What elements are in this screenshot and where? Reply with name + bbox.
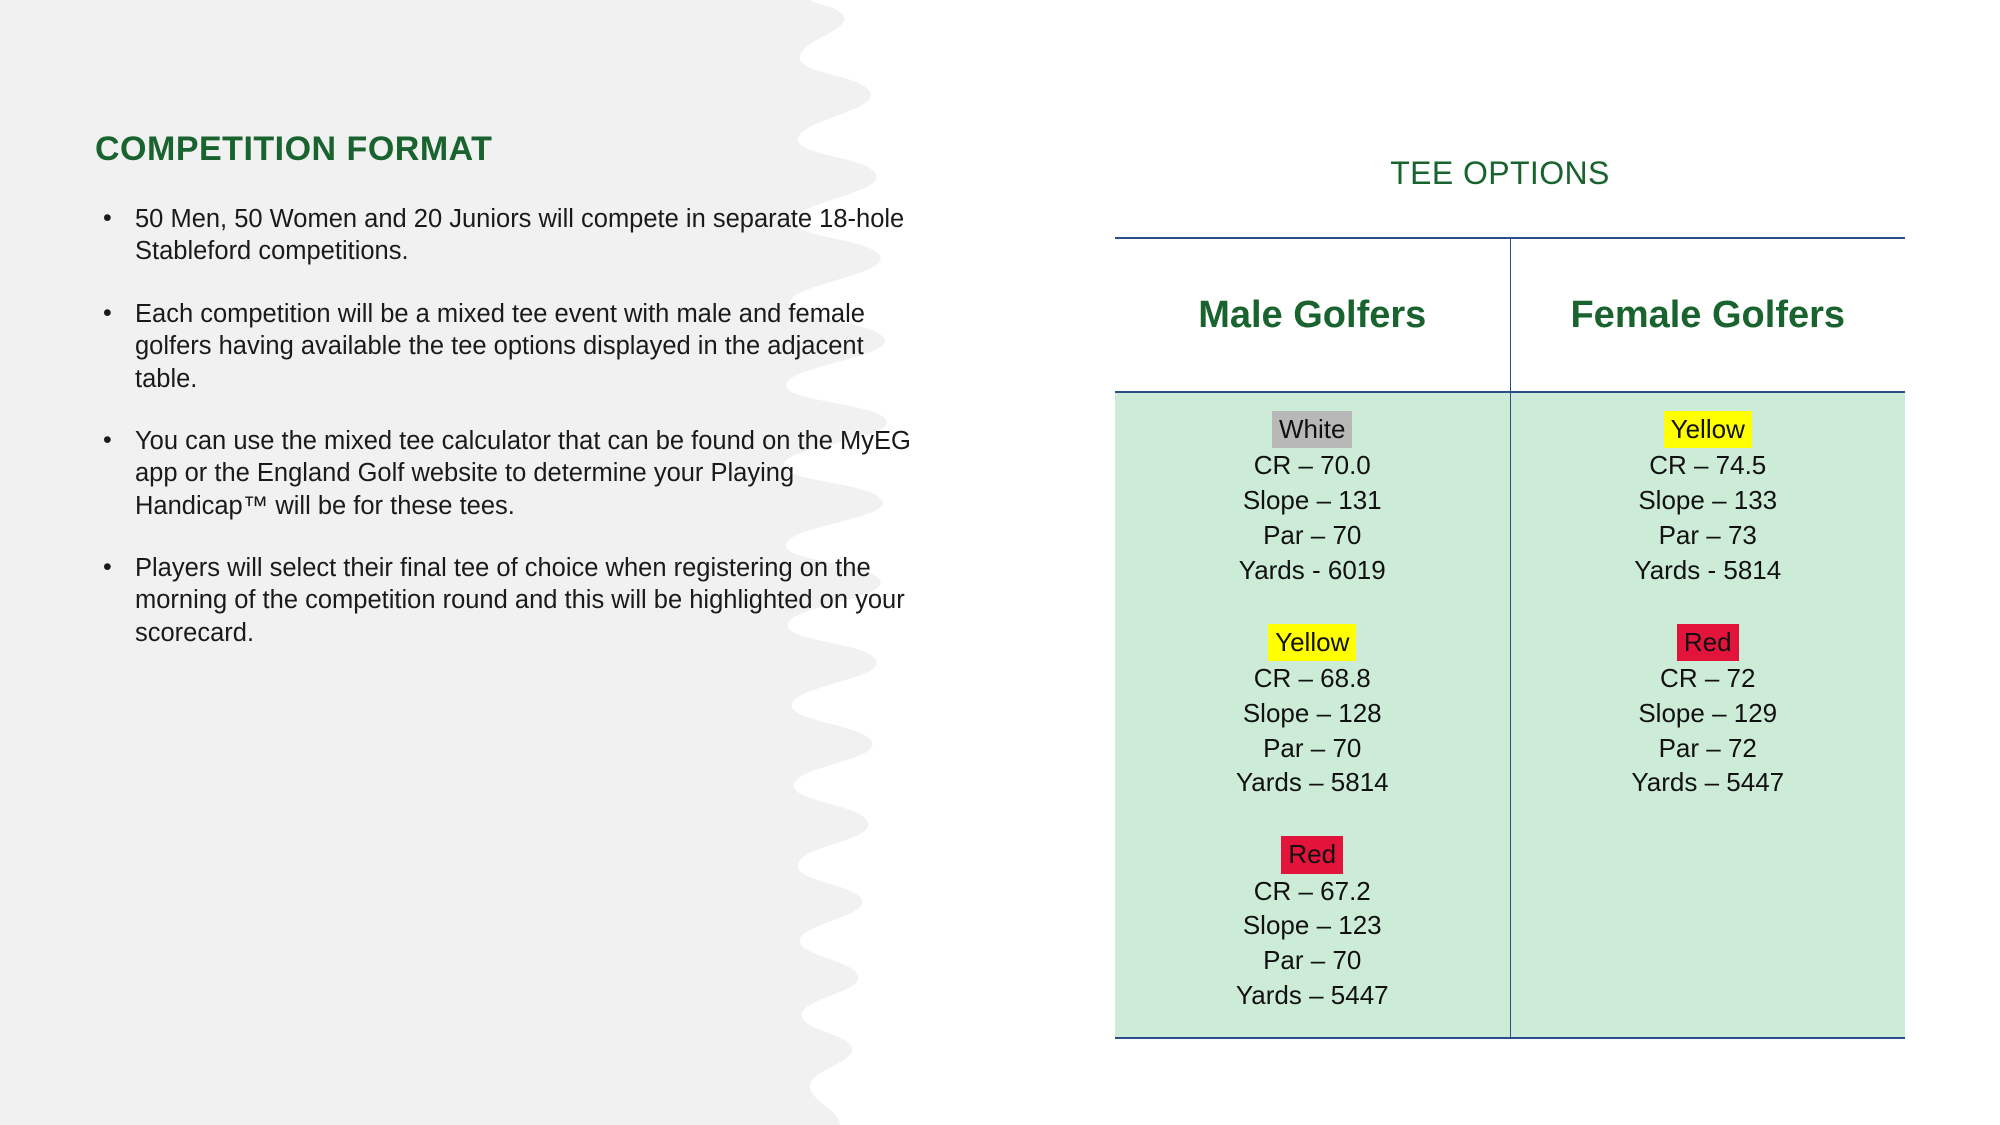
tee-yards-value: Yards - 5814 — [1634, 554, 1782, 585]
competition-format-section — [95, 130, 925, 649]
bullet-marker-icon: • — [103, 204, 112, 232]
tee-yards-value: Yards - 6019 — [1238, 554, 1386, 585]
tee-slope-value: Slope – 129 — [1638, 697, 1778, 728]
list-item — [95, 552, 925, 649]
tee-name-white: White — [1272, 411, 1352, 448]
tee-cr-value: CR – 68.8 — [1253, 662, 1371, 693]
competition-format-bullet-list — [95, 203, 925, 649]
tee-par-value: Par – 70 — [1263, 732, 1362, 763]
tee-cr-value: CR – 72 — [1660, 662, 1756, 693]
list-item — [95, 203, 925, 268]
tee-yards-value: Yards – 5447 — [1235, 980, 1389, 1011]
tee-name-yellow: Yellow — [1268, 624, 1356, 661]
tee-slope-value: Slope – 133 — [1638, 485, 1778, 516]
tee-yards-value: Yards – 5814 — [1235, 767, 1389, 798]
female-golfers-tee-cell — [1510, 392, 1905, 1038]
tee-options-title: TEE OPTIONS — [1390, 155, 1610, 191]
tee-cr-value: CR – 67.2 — [1253, 875, 1371, 906]
table-row — [1115, 392, 1905, 1038]
column-header-female-golfers: Female Golfers — [1510, 238, 1905, 392]
list-item-text: 50 Men, 50 Women and 20 Juniors will compete in separate 18-hole Stableford competitions. — [135, 205, 905, 266]
list-item — [95, 425, 925, 522]
list-item-text: Players will select their final tee of choice when registering on the morning of the competition round and this will be highlighted on your scorecard. — [135, 554, 905, 647]
tee-par-value: Par – 73 — [1658, 519, 1757, 550]
tee-block-male-yellow — [1121, 624, 1504, 801]
tee-block-male-white — [1121, 411, 1504, 588]
tee-options-section — [1105, 0, 1985, 1125]
tee-par-value: Par – 70 — [1263, 519, 1362, 550]
male-golfers-tee-cell — [1115, 392, 1510, 1038]
bullet-marker-icon: • — [103, 553, 112, 581]
tee-name-red: Red — [1281, 836, 1343, 873]
tee-cr-value: CR – 70.0 — [1253, 450, 1371, 481]
tee-name-red: Red — [1677, 624, 1739, 661]
column-header-male-golfers: Male Golfers — [1115, 238, 1510, 392]
tee-par-value: Par – 72 — [1658, 732, 1757, 763]
tee-slope-value: Slope – 131 — [1242, 485, 1382, 516]
tee-par-value: Par – 70 — [1263, 945, 1362, 976]
tee-cr-value: CR – 74.5 — [1649, 450, 1767, 481]
table-header-row — [1115, 238, 1905, 392]
tee-slope-value: Slope – 128 — [1242, 697, 1382, 728]
tee-block-female-red — [1517, 624, 1900, 801]
tee-name-yellow: Yellow — [1664, 411, 1752, 448]
page-title: COMPETITION FORMAT — [95, 130, 493, 168]
bullet-marker-icon: • — [103, 298, 112, 327]
tee-slope-value: Slope – 123 — [1242, 910, 1382, 941]
list-item-text: Each competition will be a mixed tee event with male and female golfers having available the tee options displayed in the adjacent table. — [135, 299, 865, 393]
bullet-marker-icon: • — [103, 425, 112, 454]
tee-options-table — [1115, 237, 1905, 1039]
list-item — [95, 298, 925, 395]
tee-block-female-yellow — [1517, 411, 1900, 588]
tee-block-male-red — [1121, 836, 1504, 1013]
tee-yards-value: Yards – 5447 — [1631, 767, 1785, 798]
list-item-text: You can use the mixed tee calculator that can be found on the MyEG app or the England Golf website to determine your Playing Handicap™ will be for these tees. — [135, 426, 911, 520]
